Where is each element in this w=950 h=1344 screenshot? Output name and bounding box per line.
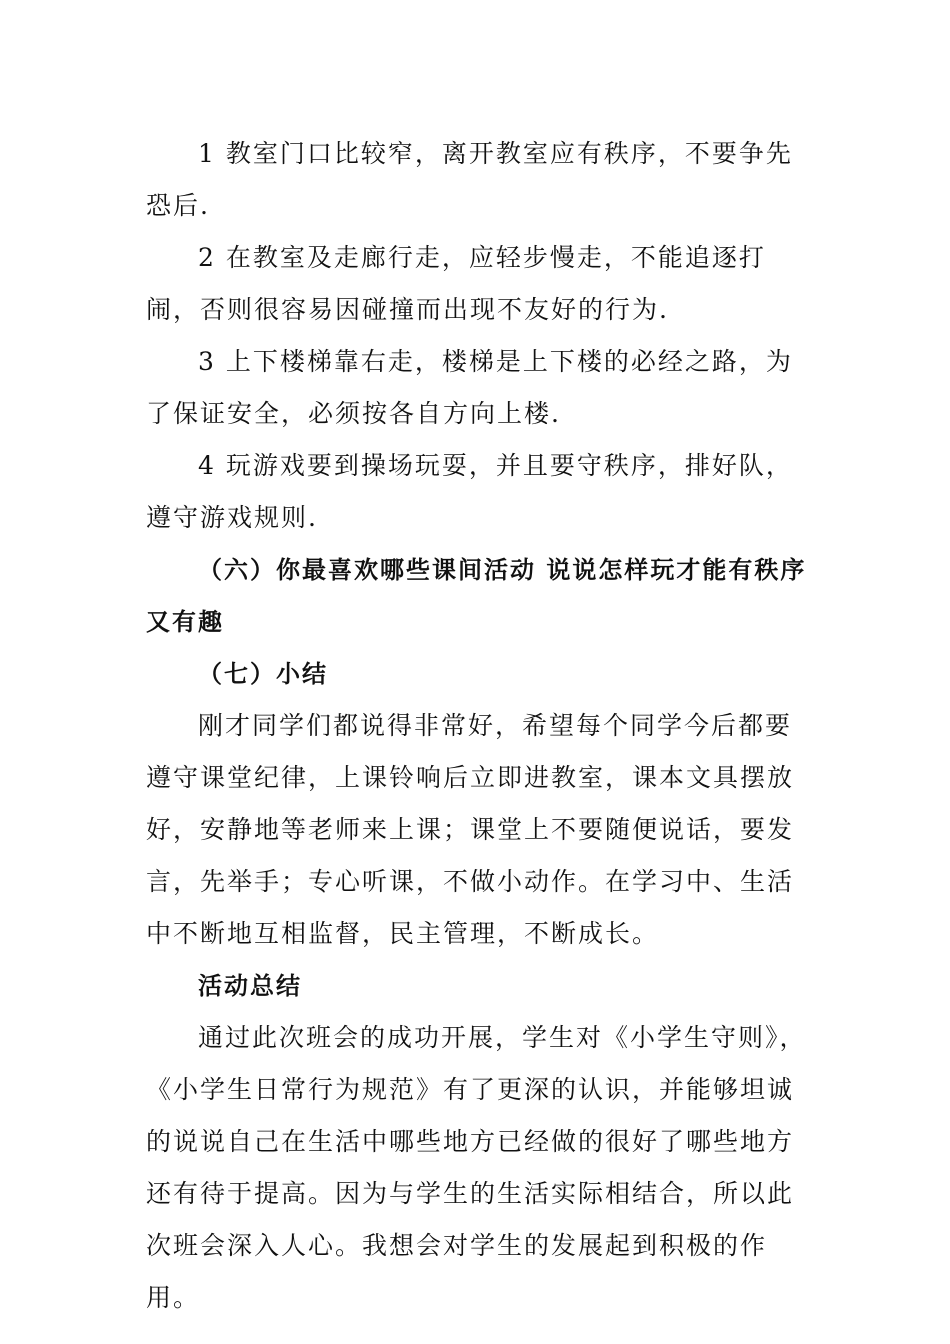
document-body — [146, 128, 810, 1324]
rule-item-2: 2 在教室及走廊行走，应轻步慢走，不能追逐打闹，否则很容易因碰撞而出现不友好的行为. — [146, 243, 766, 324]
rule-item-1: 1 教室门口比较窄，离开教室应有秩序，不要争先恐后. — [146, 139, 793, 220]
rule-item-4: 4 玩游戏要到操场玩耍，并且要守秩序，排好队，遵守游戏规则. — [146, 451, 793, 532]
activity-summary-heading: 活动总结 — [198, 972, 302, 1000]
rule-item-3: 3 上下楼梯靠右走，楼梯是上下楼的必经之路，为了保证安全，必须按各自方向上楼. — [146, 347, 793, 428]
section-heading-7: （七）小结 — [198, 660, 328, 688]
section-heading-6: （六）你最喜欢哪些课间活动 说说怎样玩才能有秩序又有趣 — [146, 556, 807, 636]
summary-paragraph: 刚才同学们都说得非常好，希望每个同学今后都要遵守课堂纪律，上课铃响后立即进教室，课本文具摆放好，安静地等老师来上课；课堂上不要随便说话，要发言，先举手；专心听课，不做小动作。在学习中、生活中不断地互相监督，民主管理，不断成长。 — [146, 711, 795, 948]
activity-summary-paragraph: 通过此次班会的成功开展，学生对《小学生守则》，《小学生日常行为规范》有了更深的认识，并能够坦诚的说说自己在生活中哪些地方已经做的很好了哪些地方还有待于提高。因为与学生的生活实际相结合，所以此次班会深入人心。我想会对学生的发展起到积极的作用。 — [146, 1023, 807, 1312]
